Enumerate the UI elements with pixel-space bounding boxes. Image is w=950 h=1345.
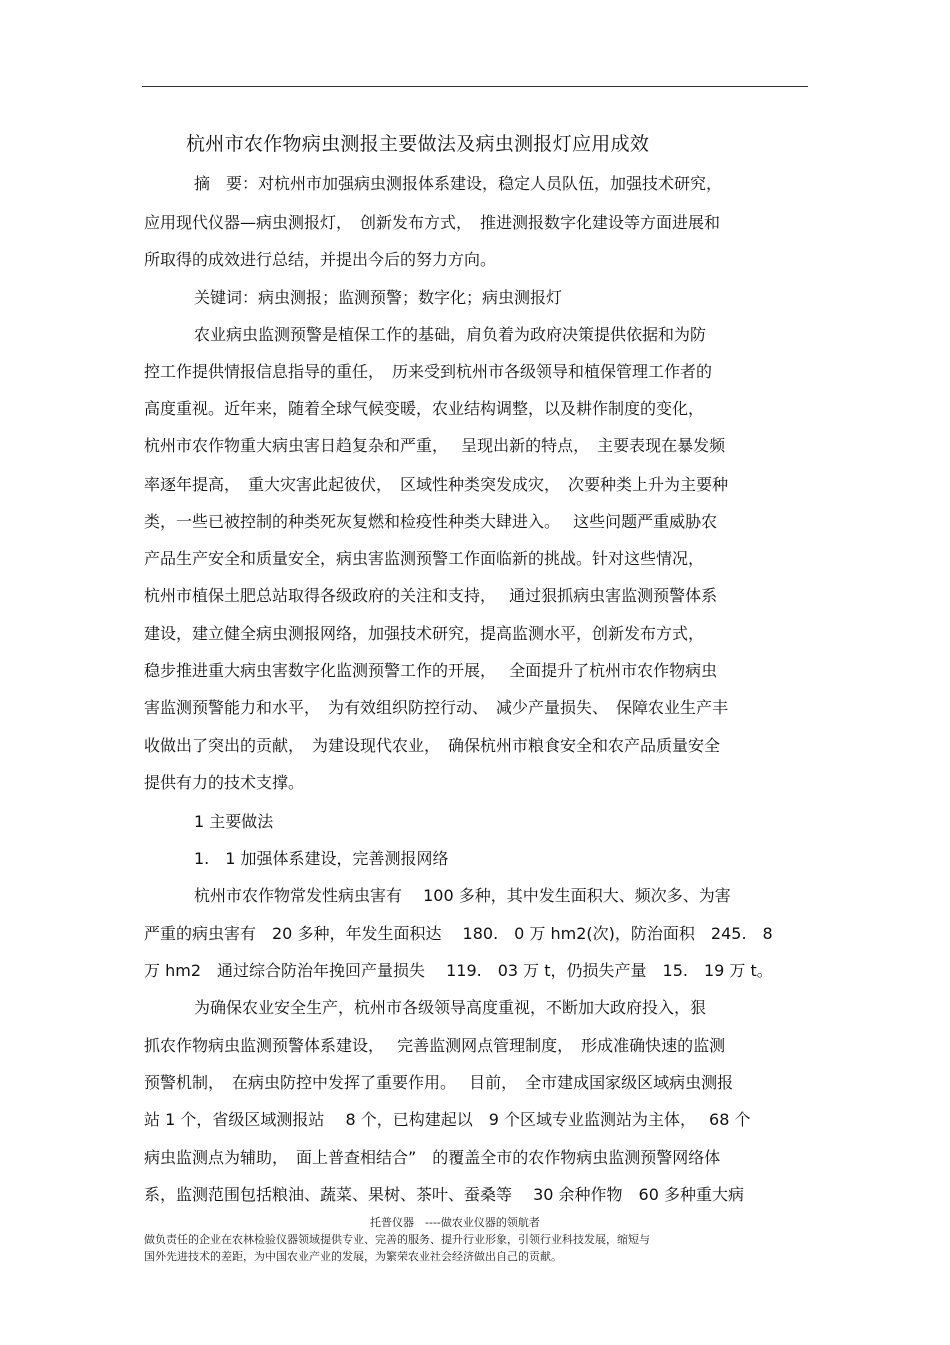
body-line-18: 抓农作物病虫监测预警体系建设， 完善监测网点管理制度， 形成准确快速的监测 bbox=[144, 1036, 726, 1055]
body-line-19: 预警机制， 在病虫防控中发挥了重要作用。 目前， 全市建成国家级区域病虫测报 bbox=[144, 1073, 734, 1092]
body-line-21: 病虫监测点为辅助， 面上普查相结合” 的覆盖全市的农作物病虫监测预警网络体 bbox=[144, 1148, 721, 1167]
body-line-1: 农业病虫监测预警是植保工作的基础，肩负着为政府决策提供依据和为防 bbox=[194, 325, 707, 344]
body-line-12: 收做出了突出的贡献， 为建设现代农业， 确保杭州市粮食安全和农产品质量安全 bbox=[144, 736, 721, 755]
footer-tagline: 托普仪器 ----做农业仪器的领航者 bbox=[370, 1216, 540, 1229]
abstract-line-2: 应用现代仪器—病虫测报灯， 创新发布方式， 推进测报数字化建设等方面进展和 bbox=[144, 213, 721, 232]
keywords-line: 关键词：病虫测报；监测预警；数字化；病虫测报灯 bbox=[194, 288, 563, 307]
document-title: 杭州市农作物病虫测报主要做法及病虫测报灯应用成效 bbox=[186, 133, 650, 155]
subsection-heading-1-1: 1. 1 加强体系建设，完善测报网络 bbox=[194, 849, 449, 868]
footer-line-3: 国外先进技术的差距，为中国农业产业的发展，为繁荣农业社会经济做出自己的贡献。 bbox=[144, 1250, 562, 1263]
abstract-line-1: 摘 要：对杭州市加强病虫测报体系建设，稳定人员队伍，加强技术研究， bbox=[194, 174, 723, 193]
header-rule bbox=[142, 86, 808, 87]
body-line-3: 高度重视。近年来，随着全球气候变暖，农业结构调整，以及耕作制度的变化， bbox=[144, 399, 705, 418]
abstract-line-3: 所取得的成效进行总结，并提出今后的努力方向。 bbox=[144, 250, 497, 269]
footer-line-2: 做负责任的企业在农林检验仪器领域提供专业、完善的服务、提升行业形象，引领行业科技发展，缩短与 bbox=[144, 1233, 650, 1246]
body-line-6: 类，一些已被控制的种类死灰复燃和检疫性种类大肆进入。 这些问题严重威胁农 bbox=[144, 512, 718, 531]
body-line-20: 站 1 个，省级区域测报站 8 个，已构建起以 9 个区域专业监测站为主体， 68 个 bbox=[144, 1110, 751, 1129]
body-line-2: 控工作提供情报信息指导的重任， 历来受到杭州市各级领导和植保管理工作者的 bbox=[144, 362, 713, 381]
body-line-14: 杭州市农作物常发性病虫害有 100 多种，其中发生面积大、频次多、为害 bbox=[194, 886, 731, 905]
body-line-15: 严重的病虫害有 20 多种，年发生面积达 180. 0 万 hm2(次)，防治面积 245. 8 bbox=[144, 924, 773, 943]
body-line-7: 产品生产安全和质量安全，病虫害监测预警工作面临新的挑战。针对这些情况， bbox=[144, 549, 705, 568]
body-line-5: 率逐年提高， 重大灾害此起彼伏， 区域性种类突发成灾， 次要种类上升为主要种 bbox=[144, 475, 729, 494]
section-heading-1: 1 主要做法 bbox=[194, 812, 274, 831]
body-line-16: 万 hm2 通过综合防治年挽回产量损失 119. 03 万 t，仍损失产量 15. 19 万 t。 bbox=[144, 961, 773, 980]
body-line-13: 提供有力的技术支撑。 bbox=[144, 773, 305, 792]
body-line-9: 建设，建立健全病虫测报网络，加强技术研究，提高监测水平，创新发布方式， bbox=[144, 624, 705, 643]
body-line-17: 为确保农业安全生产，杭州市各级领导高度重视，不断加大政府投入，狠 bbox=[194, 998, 707, 1017]
body-line-22: 系，监测范围包括粮油、蔬菜、果树、茶叶、蚕桑等 30 余种作物 60 多种重大病 bbox=[144, 1185, 744, 1204]
body-line-8: 杭州市植保土肥总站取得各级政府的关注和支持， 通过狠抓病虫害监测预警体系 bbox=[144, 586, 718, 605]
body-line-10: 稳步推进重大病虫害数字化监测预警工作的开展， 全面提升了杭州市农作物病虫 bbox=[144, 661, 718, 680]
body-line-4: 杭州市农作物重大病虫害日趋复杂和严重， 呈现出新的特点， 主要表现在暴发频 bbox=[144, 436, 726, 455]
body-line-11: 害监测预警能力和水平， 为有效组织防控行动、 减少产量损失、 保障农业生产丰 bbox=[144, 698, 729, 717]
